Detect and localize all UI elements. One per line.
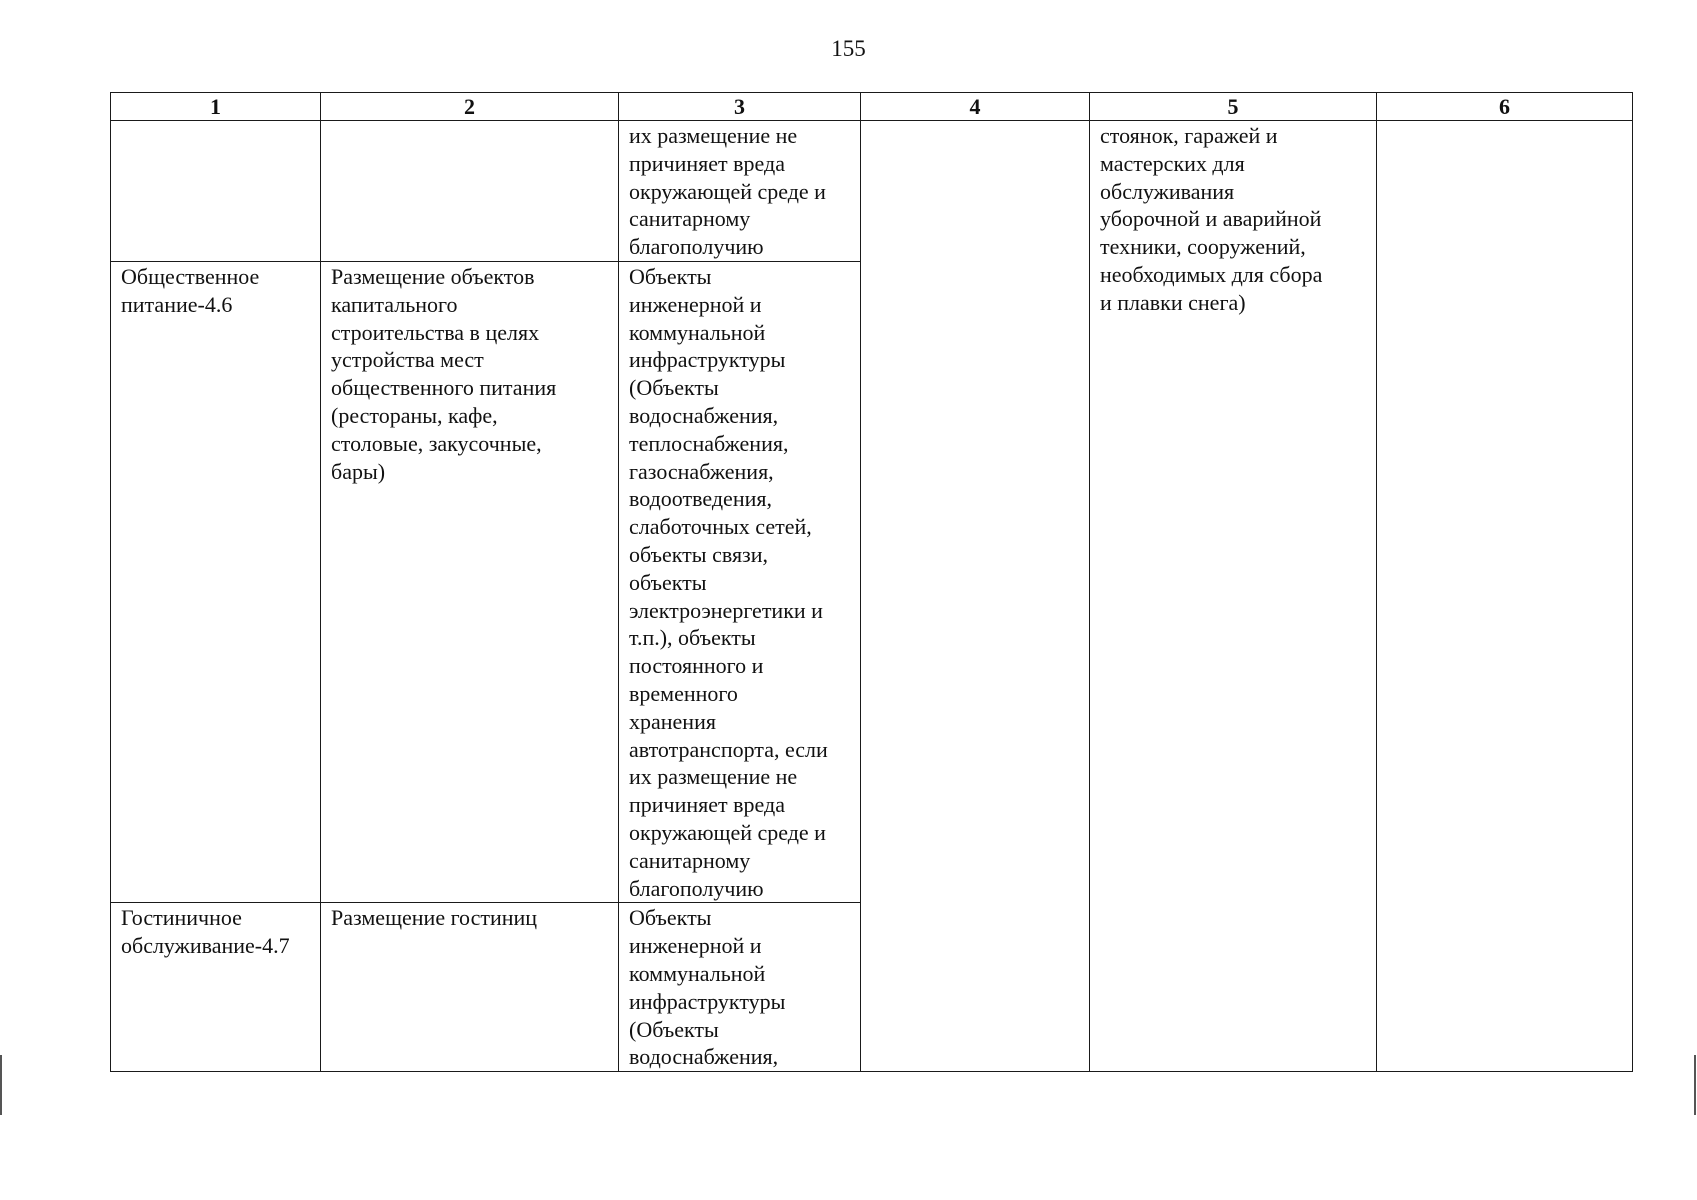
- column-header-5: 5: [1090, 93, 1377, 121]
- table-cell-use-name: Гостиничное обслуживание-4.7: [111, 903, 321, 1072]
- table-cell-use-description: Размещение объектов капитального строительства в целях устройства мест общественного питания (рестораны, кафе, столовые, закусочные, бары): [321, 261, 619, 902]
- table-cell-auxiliary-objects: их размещение не причиняет вреда окружающей среде и санитарному благополучию: [619, 121, 861, 262]
- table-cell-use-name: Общественное питание-4.6: [111, 261, 321, 902]
- scan-edge-mark-right: [1694, 1055, 1696, 1115]
- table-header-row: [111, 93, 1633, 121]
- column-header-4: 4: [861, 93, 1090, 121]
- column-header-1: 1: [111, 93, 321, 121]
- column-header-6: 6: [1377, 93, 1633, 121]
- scan-edge-mark-left: [0, 1055, 2, 1115]
- table-cell-auxiliary-objects: Объекты инженерной и коммунальной инфраструктуры (Объекты водоснабжения,: [619, 903, 861, 1072]
- table-cell-auxiliary-objects: Объекты инженерной и коммунальной инфраструктуры (Объекты водоснабжения, теплоснабжения, газоснабжения, водоотведения, слаботочных сетей, объекты связи, объекты электроэнергетики и т.п.), объекты постоянного и временного хранения автотранспорта, если их размещение не причиняет вреда окружающей среде и санитарному благополучию: [619, 261, 861, 902]
- table-cell-column-6: [1377, 121, 1633, 1072]
- table-row: [111, 121, 1633, 262]
- table-cell-column-4: [861, 121, 1090, 1072]
- column-header-2: 2: [321, 93, 619, 121]
- regulation-table: [110, 92, 1633, 1072]
- table-cell-use-name: [111, 121, 321, 262]
- table-cell-column-5: стоянок, гаражей и мастерских для обслуживания уборочной и аварийной техники, сооружений, необходимых для сбора и плавки снега): [1090, 121, 1377, 1072]
- column-header-3: 3: [619, 93, 861, 121]
- table-cell-use-description: [321, 121, 619, 262]
- page-number: 155: [831, 36, 866, 61]
- table-cell-use-description: Размещение гостиниц: [321, 903, 619, 1072]
